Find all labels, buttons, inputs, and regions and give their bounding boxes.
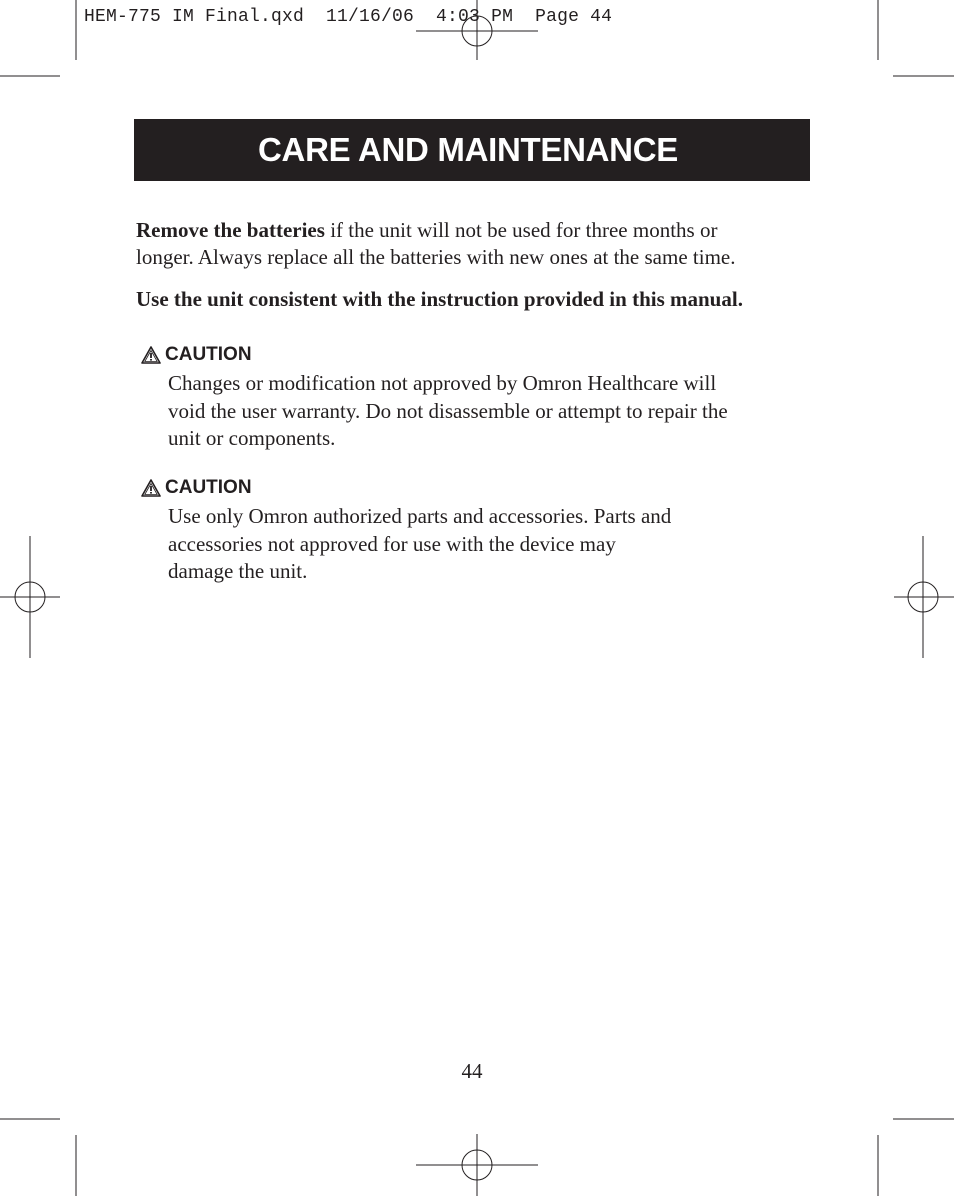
- registration-mark-icon: [416, 1134, 540, 1196]
- caution-line: Changes or modification not approved by Omron Healthcare will: [168, 371, 717, 395]
- section-banner: [134, 119, 810, 181]
- battery-line-1-rest: if the unit will not be used for three months or: [324, 218, 718, 242]
- battery-paragraph-line-2: longer. Always replace all the batteries with new ones at the same time.: [136, 245, 736, 269]
- caution-line: unit or components.: [168, 426, 336, 450]
- battery-paragraph: [136, 217, 816, 271]
- section-title: CARE AND MAINTENANCE: [258, 131, 678, 168]
- warning-triangle-icon: [141, 346, 161, 364]
- usage-instruction: Use the unit consistent with the instruction provided in this manual.: [136, 287, 743, 311]
- caution-line: damage the unit.: [168, 559, 308, 583]
- registration-mark-icon: [892, 536, 954, 660]
- battery-lead-text: Remove the batteries: [136, 218, 325, 242]
- caution-line: Use only Omron authorized parts and accessories. Parts and: [168, 504, 672, 528]
- caution-heading: [141, 477, 252, 499]
- registration-mark-icon: [0, 536, 62, 660]
- caution-line: void the user warranty. Do not disassemble or attempt to repair the: [168, 398, 728, 423]
- caution-body: [168, 370, 808, 453]
- caution-line: accessories not approved for use with the device may: [168, 531, 616, 556]
- caution-body: [168, 503, 808, 586]
- page-number-container: [0, 1059, 954, 1084]
- print-slug-line: HEM-775 IM Final.qxd 11/16/06 4:03 PM Page 44: [84, 7, 613, 27]
- battery-paragraph-line-1: [136, 217, 816, 244]
- warning-triangle-icon: [141, 479, 161, 497]
- caution-label: CAUTION: [165, 344, 252, 365]
- caution-label: CAUTION: [165, 477, 252, 498]
- page-number: 44: [461, 1059, 483, 1083]
- caution-heading: [141, 344, 252, 366]
- registration-mark-icon: [416, 0, 540, 62]
